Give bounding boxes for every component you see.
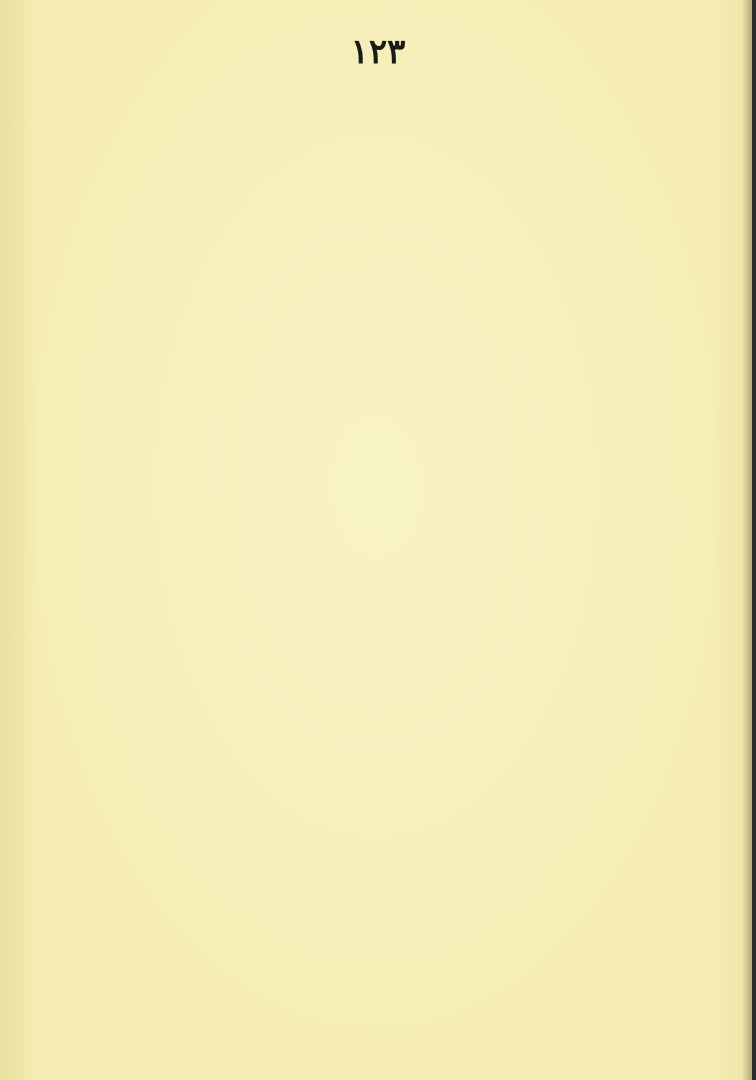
text-line bbox=[52, 877, 716, 935]
page-edge-shadow bbox=[742, 0, 752, 1080]
text-line bbox=[52, 819, 716, 877]
text-line bbox=[52, 352, 716, 410]
text-line bbox=[52, 527, 716, 585]
text-line bbox=[52, 585, 716, 643]
text-line bbox=[52, 644, 716, 702]
text-line bbox=[52, 176, 716, 234]
text-line bbox=[52, 118, 716, 176]
text-line bbox=[52, 935, 716, 993]
text-line bbox=[52, 410, 716, 468]
text-line bbox=[52, 293, 716, 351]
text-line bbox=[52, 235, 716, 293]
text-line bbox=[52, 994, 716, 1052]
page-number: ۱۲۳ bbox=[350, 32, 406, 72]
text-line bbox=[52, 760, 716, 818]
text-line bbox=[52, 468, 716, 526]
text-line bbox=[52, 702, 716, 760]
body-text bbox=[52, 118, 716, 1052]
